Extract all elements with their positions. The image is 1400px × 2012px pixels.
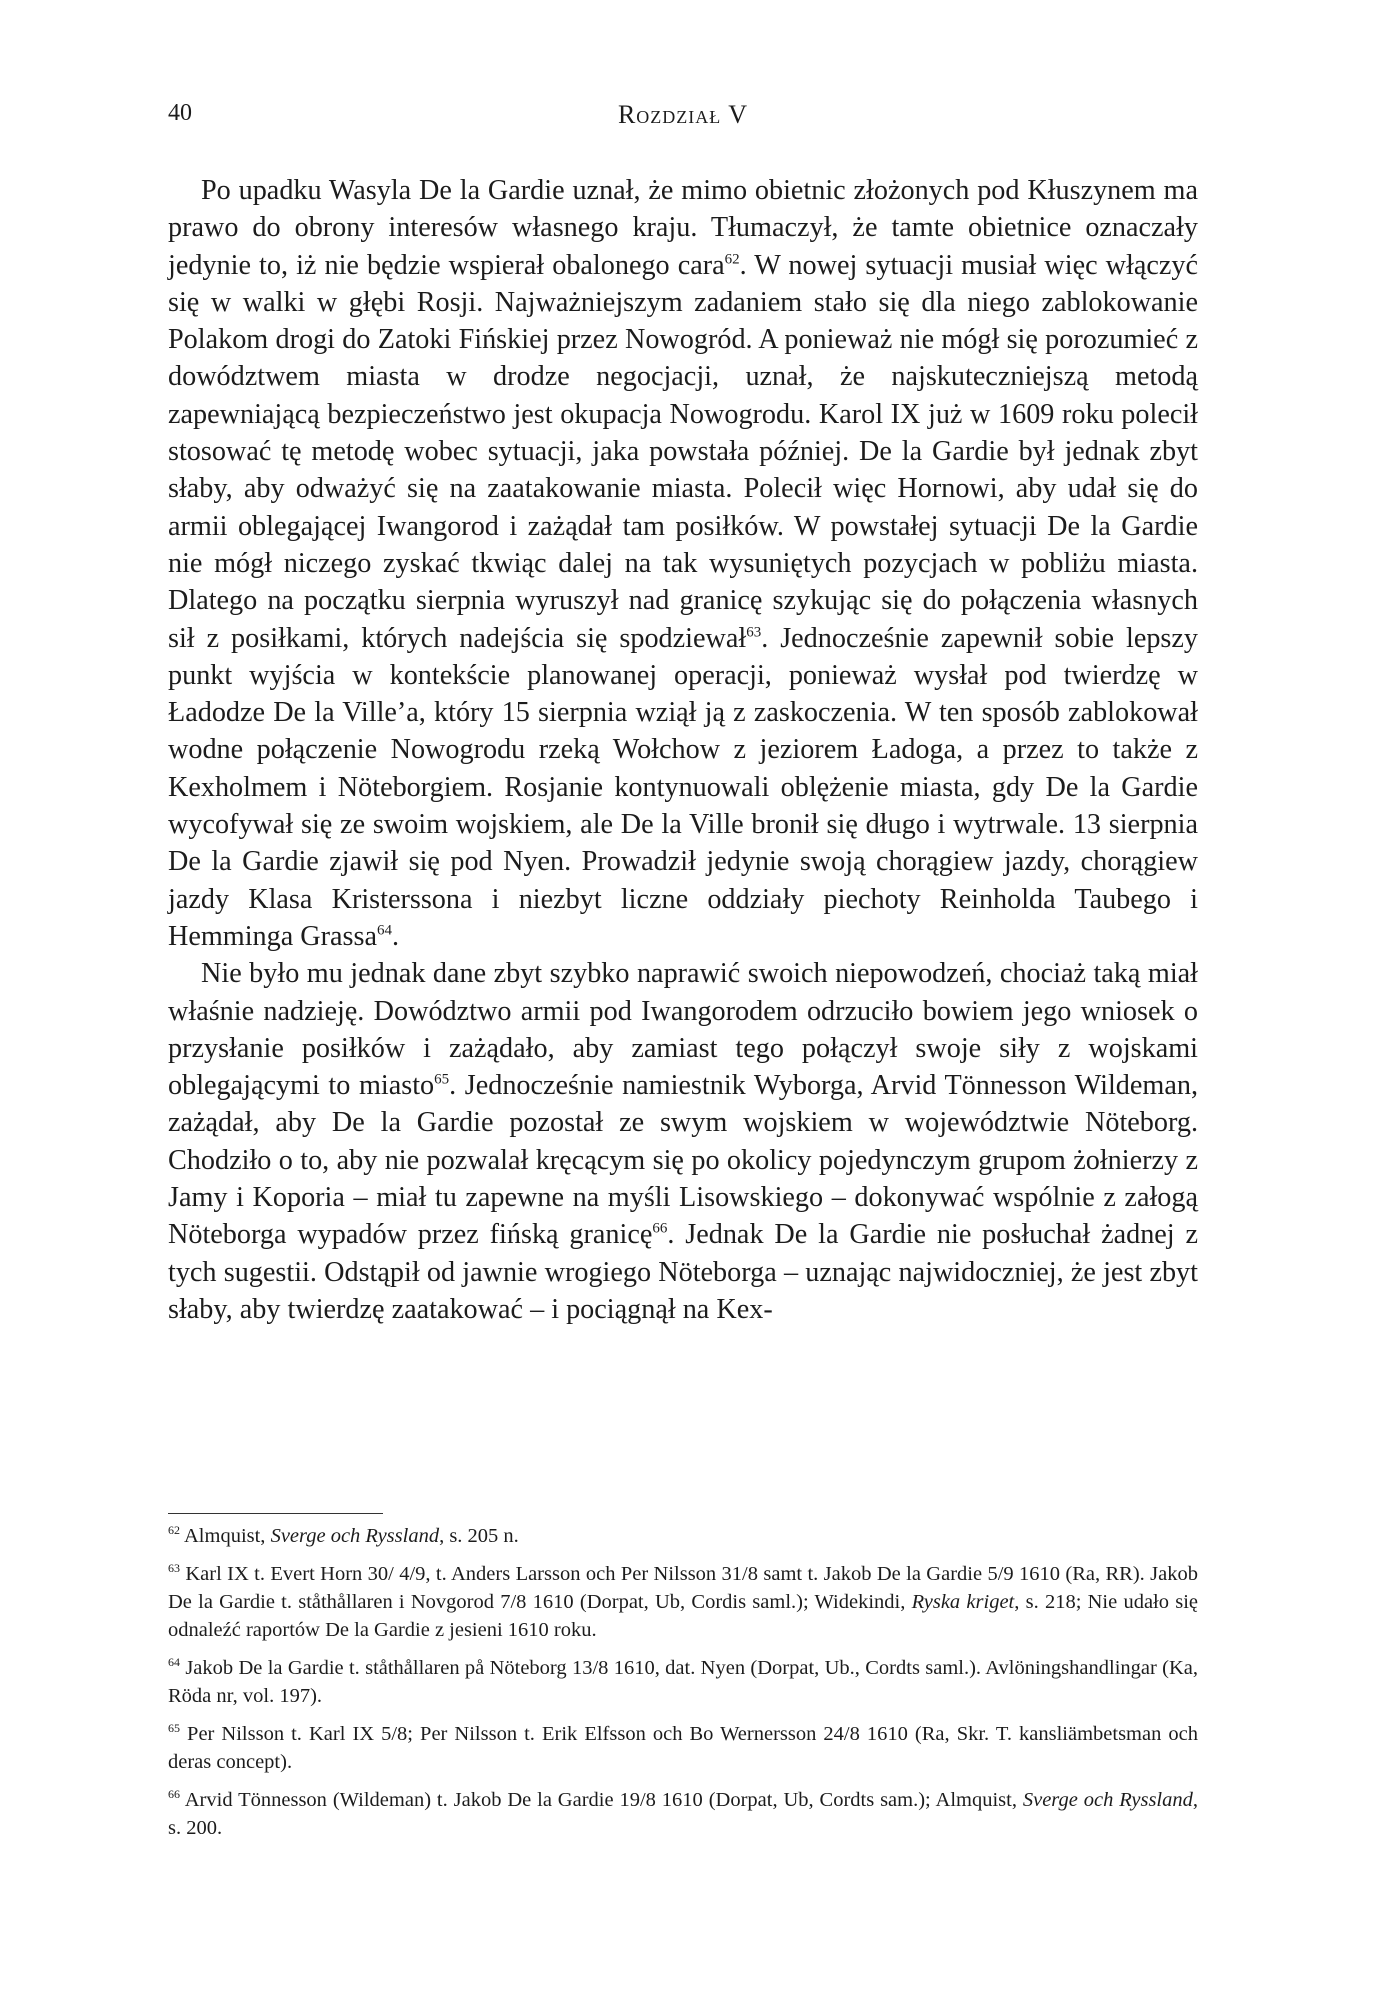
text-segment: . W nowej sytuacji musiał więc włączyć się w walki w głębi Rosji. Najważniejszym zadaniem stało się dla niego zablokowanie Polakom drogi do Zatoki Fińskiej przez Nowogród. A ponieważ nie mógł się porozumieć z dowództwem miasta w drodze negocjacji, uznał, że najskuteczniejszą metodą zapewniającą bezpieczeństwo jest okupacja Nowogrodu. Karol IX już w 1609 roku polecił stosować tę metodę wobec sytuacji, jaka powstała później. De la Gardie był jednak zbyt słaby, aby odważyć się na zaatakowanie miasta. Polecił więc Hornowi, aby udał się do armii oblegającej Iwangorod i zażądał tam posiłków. W powstałej sytuacji De la Gardie nie mógł niczego zyskać tkwiąc dalej na tak wysuniętych pozycjach w pobliżu miasta. Dlatego na początku sierpnia wyruszył nad granicę szykując się do połączenia własnych sił z posiłkami, których nadejścia się spodziewał [168, 249, 1198, 654]
footnote-number: 62 [168, 1523, 180, 1538]
footnote-66 [168, 1786, 1198, 1842]
footnote-text: Per Nilsson t. Karl IX 5/8; Per Nilsson t. Erik Elfsson och Bo Wernersson 24/8 1610 (Ra, Skr. T. kansliämbetsman och deras concept). [168, 1723, 1198, 1773]
running-head [168, 100, 1198, 140]
paragraph-1 [168, 172, 1198, 955]
footnote-ref-66[interactable]: 66 [652, 1220, 668, 1237]
footnote-ref-65[interactable]: 65 [434, 1071, 450, 1088]
text-segment: Po upadku Wasyla De la Gardie uznał, że mimo obietnic złożonych pod Kłuszynem ma prawo do obrony interesów własnego kraju. Tłumaczył, że tamte obietnice oznaczały jedynie to, iż nie będzie wspierał obalonego cara [168, 175, 1198, 281]
text-segment: . Jednak De la Gardie nie posłuchał żadnej z tych sugestii. Odstąpił od jawnie wrogiego Nöteborga – uznając najwidoczniej, że jest zbyt słaby, aby twierdzę zaatakować – i pociągnął na Kex- [168, 1219, 1199, 1325]
chapter-title: Rozdział V [617, 100, 749, 129]
page-number: 40 [168, 100, 192, 126]
text-segment: Nie było mu jednak dane zbyt szybko naprawić swoich niepowodzeń, chociaż taką miał właśnie nadzieję. Dowództwo armii pod Iwangorodem odrzuciło bowiem jego wniosek o przysłanie posiłków i zażądało, aby zamiast tego połączył swoje siły z wojskami oblegającymi to miasto [168, 958, 1198, 1102]
footnote-text: , s. 218; Nie udało się odnaleźć raportów De la Gardie z jesieni 1610 roku. [168, 1591, 1198, 1641]
footnote-text: Jakob De la Gardie t. ståthållaren på Nöteborg 13/8 1610, dat. Nyen (Dorpat, Ub., Cordts saml.). Avlöningshandlingar (Ka, Röda nr, vol. 197). [168, 1657, 1198, 1707]
footnote-text: , s. 205 n. [439, 1525, 519, 1547]
footnote-text: Karl IX t. Evert Horn 30/ 4/9, t. Anders Larsson och Per Nilsson 31/8 samt t. Jakob De la Gardie 5/9 1610 (Ra, RR). Jakob De la Gardie t. ståthållaren i Novgorod 7/8 1610 (Dorpat, Ub, Cordis saml.); Widekindi, [168, 1563, 1198, 1613]
footnote-63 [168, 1560, 1198, 1644]
text-segment: . Jednocześnie zapewnił sobie lepszy punkt wyjścia w kontekście planowanej operacji, ponieważ wysłał pod twierdzę w Ładodze De la Ville’a, który 15 sierpnia wziął ją z zaskoczenia. W ten sposób zablokował wodne połączenie Nowogrodu rzeką Wołchow z jeziorem Ładoga, a przez to także z Kexholmem i Nöteborgiem. Rosjanie kontynuowali oblężenie miasta, gdy De la Gardie wycofywał się ze swoim wojskiem, ale De la Ville bronił się długo i wytrwale. 13 sierpnia De la Gardie zjawił się pod Nyen. Prowadził jedynie swoją chorągiew jazdy, chorągiew jazdy Klasa Kristerssona i niezbyt liczne oddziały piechoty Reinholda Taubego i Hemminga Grassa [168, 622, 1199, 952]
footnote-ref-63[interactable]: 63 [746, 624, 762, 641]
footnote-number: 63 [168, 1561, 180, 1576]
footnote-65 [168, 1720, 1198, 1776]
footnote-ref-62[interactable]: 62 [724, 251, 740, 268]
footnote-number: 66 [168, 1787, 180, 1802]
paragraph-2 [168, 955, 1198, 1328]
footnote-title: Sverge och Ryssland [1022, 1789, 1193, 1811]
footnote-text: , s. 200. [168, 1789, 1199, 1839]
footnote-text: Almquist, [180, 1525, 271, 1547]
footnotes [168, 1522, 1198, 1852]
main-text [168, 172, 1198, 1328]
text-segment: . [392, 920, 400, 952]
footnote-62 [168, 1522, 1198, 1550]
footnote-ref-64[interactable]: 64 [377, 922, 392, 939]
footnote-number: 65 [168, 1721, 180, 1736]
text-segment: . Jednocześnie namiestnik Wyborga, Arvid Tönnesson Wildeman, zażądał, aby De la Gardie pozostał ze swym wojskiem w województwie Nöteborg. Chodziło o to, aby nie pozwalał kręcącym się po okolicy pojedynczym grupom żołnierzy z Jamy i Koporia – miał tu zapewne na myśli Lisowskiego – dokonywać wspólnie z załogą Nöteborga wypadów przez fińską granicę [168, 1070, 1198, 1251]
footnote-title: Sverge och Ryssland [270, 1525, 440, 1547]
footnote-title: Ryska kriget [911, 1591, 1015, 1613]
footnote-number: 64 [168, 1655, 180, 1670]
footnote-divider [168, 1513, 383, 1514]
footnote-64 [168, 1654, 1198, 1710]
footnote-text: Arvid Tönnesson (Wildeman) t. Jakob De la Gardie 19/8 1610 (Dorpat, Ub, Cordts sam.); Almquist, [180, 1789, 1023, 1811]
